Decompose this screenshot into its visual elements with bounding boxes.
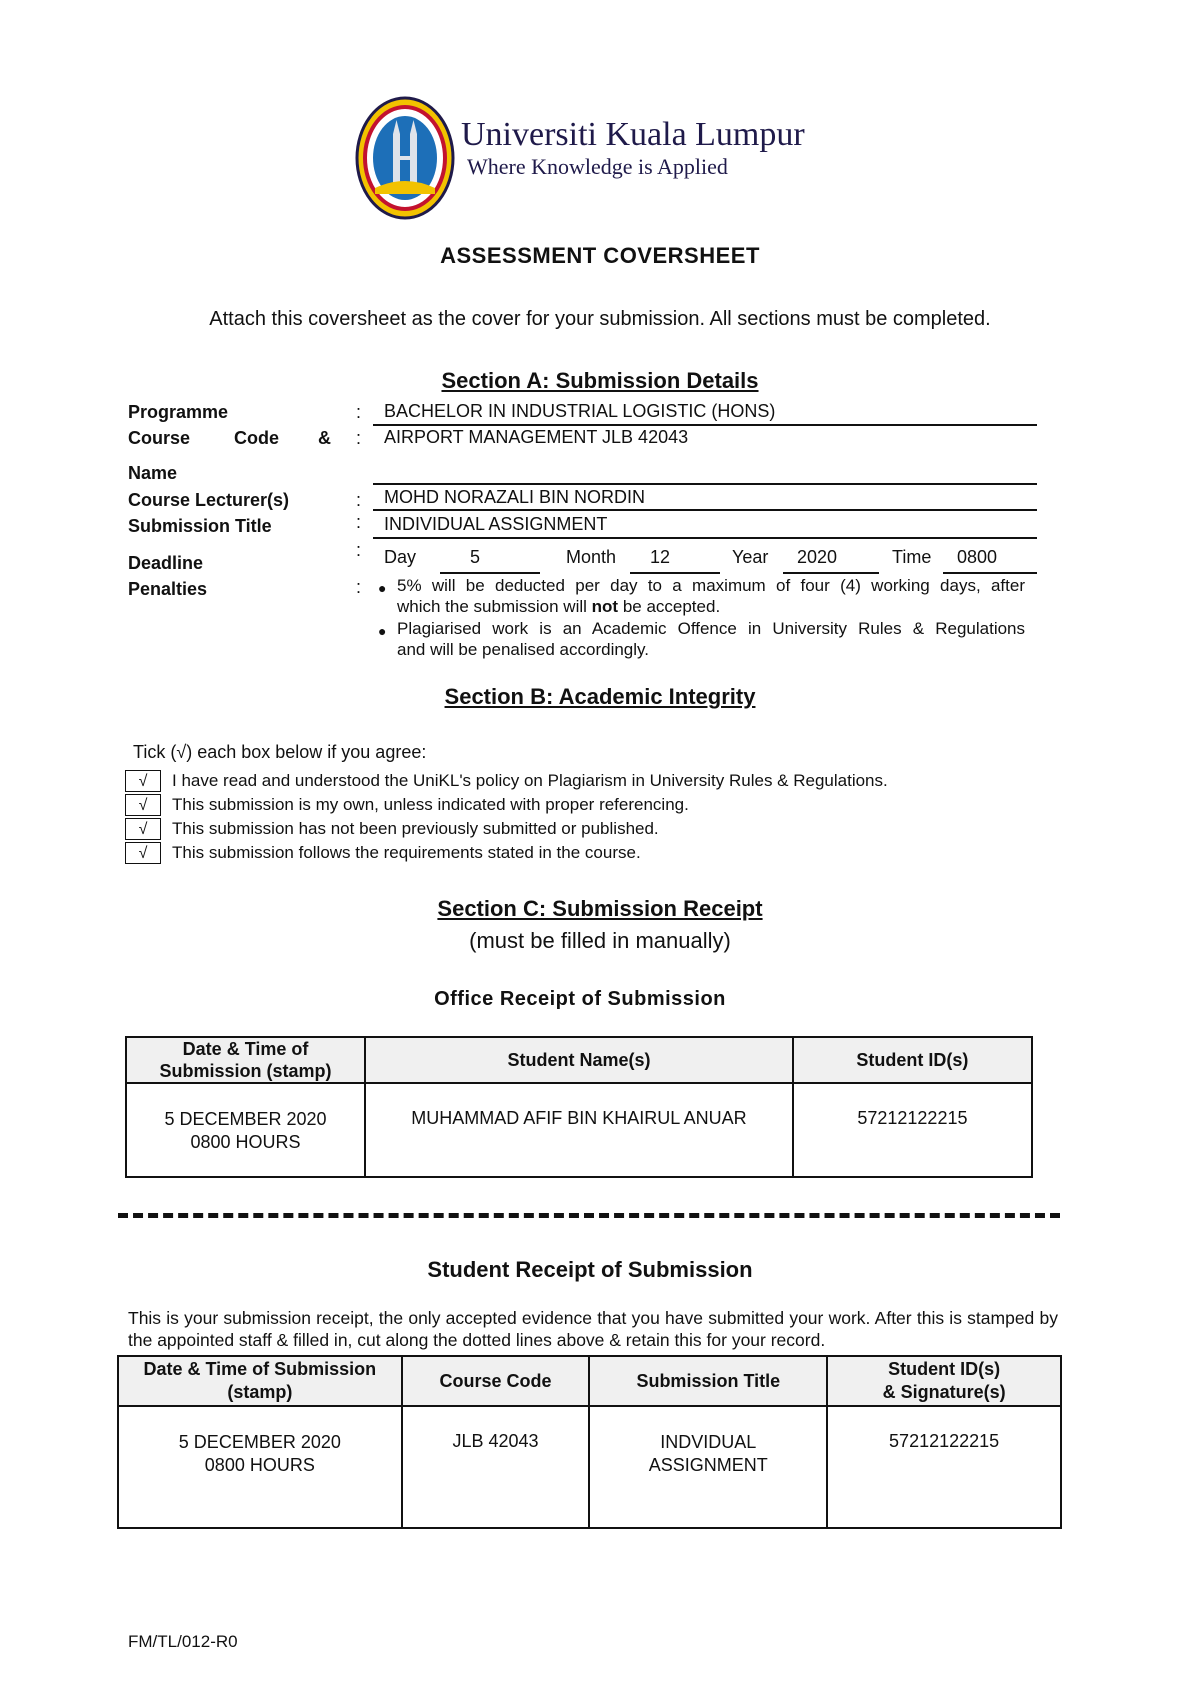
deadline-month-label: Month (566, 547, 617, 567)
cut-line (118, 1213, 1060, 1218)
course-underline (373, 483, 1037, 485)
student-cell-title (589, 1406, 827, 1528)
office-date-line-2: 0800 HOURS (190, 1132, 301, 1152)
lecturer-label: Course Lecturer(s) (128, 490, 290, 510)
student-receipt-heading: Student Receipt of Submission (427, 1257, 753, 1282)
student-table-header-row (118, 1356, 1061, 1406)
deadline-day-label: Day (384, 547, 417, 567)
student-header-date-line-1: Date & Time of Submission (143, 1359, 377, 1379)
office-header-date (126, 1037, 365, 1083)
office-date-line-1: 5 DECEMBER 2020 (164, 1109, 327, 1129)
student-cell-date (118, 1406, 402, 1528)
page-title: ASSESSMENT COVERSHEET (440, 243, 760, 268)
tick-instruction: Tick (√) each box below if you agree: (133, 742, 427, 762)
lecturer-value: MOHD NORAZALI BIN NORDIN (384, 487, 646, 507)
deadline-year-value: 2020 (797, 547, 838, 567)
programme-colon: : (356, 402, 362, 422)
office-receipt-table (125, 1036, 1033, 1178)
student-date-line-2: 0800 HOURS (204, 1455, 315, 1475)
student-header-id (827, 1356, 1061, 1406)
deadline-month-value: 12 (650, 547, 671, 567)
section-b-heading: Section B: Academic Integrity (444, 684, 756, 709)
university-crest-icon (355, 96, 455, 220)
student-cell-id: 57212122215 (827, 1406, 1061, 1528)
office-cell-student-name: MUHAMMAD AFIF BIN KHAIRUL ANUAR (365, 1083, 793, 1177)
lecturer-underline (373, 509, 1037, 511)
integrity-statement-2: This submission is my own, unless indicated with proper referencing. (172, 795, 689, 814)
student-header-date-line-2: (stamp) (227, 1382, 293, 1402)
course-label-and: & (318, 428, 331, 448)
deadline-day-value: 5 (470, 547, 481, 567)
penalty-bullet-2: ● (378, 623, 387, 639)
submission-title-underline (373, 537, 1037, 539)
programme-value: BACHELOR IN INDUSTRIAL LOGISTIC (HONS) (384, 401, 776, 421)
deadline-day-underline (440, 572, 540, 574)
course-label-course: Course (128, 428, 191, 448)
student-header-id-line-2: & Signature(s) (882, 1382, 1006, 1402)
office-cell-date (126, 1083, 365, 1177)
university-tagline: Where Knowledge is Applied (467, 154, 728, 179)
penalty-bullet-1: ● (378, 580, 387, 596)
deadline-time-label: Time (892, 547, 932, 567)
integrity-checkbox-4[interactable]: √ (125, 842, 161, 864)
penalty-1 (397, 575, 1025, 617)
office-table-header-row (126, 1037, 1032, 1083)
penalty-2-line-a: Plagiarised work is an Academic Offence in University Rules & Regulations (397, 619, 1025, 638)
deadline-year-label: Year (732, 547, 769, 567)
student-date-line-1: 5 DECEMBER 2020 (178, 1432, 341, 1452)
penalty-1-bold: not (591, 597, 619, 616)
instruction-text: Attach this coversheet as the cover for your submission. All sections must be completed. (209, 308, 991, 330)
deadline-label: Deadline (128, 553, 204, 573)
student-cell-course-code: JLB 42043 (402, 1406, 590, 1528)
office-header-date-line-1: Date & Time of (182, 1039, 309, 1059)
penalty-1-text-b: which the submission will (397, 597, 587, 616)
student-header-id-line-1: Student ID(s) (888, 1359, 1001, 1379)
office-header-name: Student Name(s) (365, 1037, 793, 1083)
penalties-colon: : (356, 577, 362, 597)
student-receipt-table (117, 1355, 1062, 1529)
office-receipt-heading: Office Receipt of Submission (434, 988, 726, 1010)
section-a-heading: Section A: Submission Details (441, 368, 759, 393)
student-title-line-2: ASSIGNMENT (648, 1455, 768, 1475)
integrity-statement-3: This submission has not been previously submitted or published. (172, 819, 659, 838)
course-value: AIRPORT MANAGEMENT JLB 42043 (384, 427, 689, 447)
deadline-time-value: 0800 (957, 547, 998, 567)
penalty-1-line-b (397, 596, 1025, 617)
submission-title-value: INDIVIDUAL ASSIGNMENT (384, 514, 608, 534)
deadline-time-underline (943, 572, 1037, 574)
section-c-subheading: (must be filled in manually) (469, 928, 731, 953)
integrity-checkbox-2[interactable]: √ (125, 794, 161, 816)
office-table-row (126, 1083, 1032, 1177)
office-header-date-line-2: Submission (stamp) (159, 1061, 332, 1081)
penalty-2 (397, 618, 1025, 660)
form-code: FM/TL/012-R0 (128, 1632, 238, 1651)
penalty-1-line-a: 5% will be deducted per day to a maximum of four (4) working days, after (397, 576, 1025, 595)
deadline-month-underline (630, 572, 720, 574)
student-receipt-note: This is your submission receipt, the only accepted evidence that you have submitted your work. After this is stamped by the appointed staff & filled in, cut along the dotted lines above & retain this for your record. (128, 1308, 1058, 1350)
office-cell-student-id: 57212122215 (793, 1083, 1032, 1177)
penalty-2-line-b: and will be penalised accordingly. (397, 640, 650, 659)
student-title-line-1: INDVIDUAL (660, 1432, 757, 1452)
course-label-code: Code (234, 428, 279, 448)
programme-underline (373, 424, 1037, 426)
integrity-statement-1: I have read and understood the UniKL's policy on Plagiarism in University Rules & Regulations. (172, 771, 888, 790)
programme-label: Programme (128, 402, 229, 422)
course-colon: : (356, 428, 362, 448)
student-header-date (118, 1356, 402, 1406)
student-header-course-code: Course Code (402, 1356, 590, 1406)
student-header-title: Submission Title (589, 1356, 827, 1406)
integrity-checkbox-3[interactable]: √ (125, 818, 161, 840)
section-c-heading: Section C: Submission Receipt (437, 896, 763, 921)
university-logo (355, 96, 855, 220)
student-table-row (118, 1406, 1061, 1528)
lecturer-colon: : (356, 490, 362, 510)
penalty-1-text-c: be accepted. (622, 597, 721, 616)
office-header-id: Student ID(s) (793, 1037, 1032, 1083)
university-name: Universiti Kuala Lumpur (461, 116, 805, 153)
submission-title-label: Submission Title (128, 516, 272, 536)
deadline-year-underline (783, 572, 879, 574)
integrity-statement-4: This submission follows the requirements stated in the course. (172, 843, 641, 862)
course-label-name: Name (128, 463, 178, 483)
submission-title-colon: : (356, 512, 362, 532)
deadline-colon: : (356, 540, 362, 560)
penalties-label: Penalties (128, 579, 208, 599)
integrity-checkbox-1[interactable]: √ (125, 770, 161, 792)
